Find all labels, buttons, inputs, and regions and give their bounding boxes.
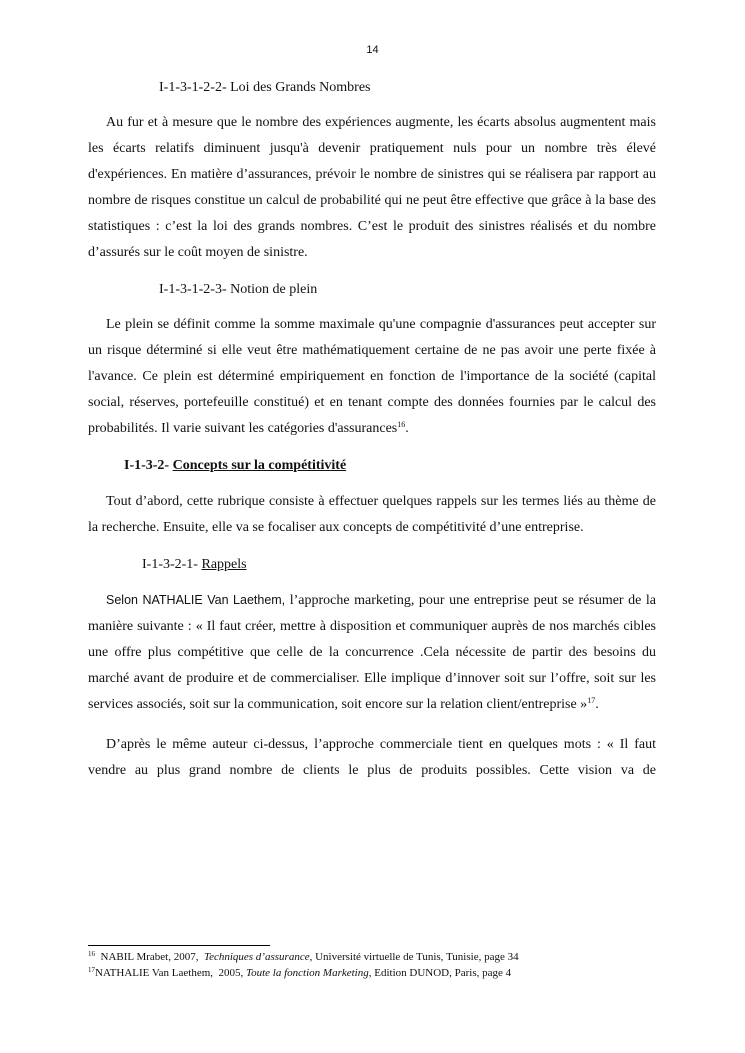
footnote-16 (88, 950, 688, 964)
footnote-text: NABIL Mrabet, 2007, (95, 951, 204, 963)
heading-notion-de-plein: I-1-3-1-2-3- Notion de plein (159, 282, 318, 297)
footnote-ref-16: 16 (397, 420, 406, 429)
paragraph-notion-de-plein (88, 312, 656, 442)
footnote-text: , Edition DUNOD, Paris, page 4 (368, 967, 512, 979)
paragraph-approche-marketing-text: l’approche marketing, pour une entreprise peut se résumer de la manière suivante : « Il faut créer, mettre à disposition et communiquer auprès de nos marchés cibles une offre plus compétitive que celle de la concurrence .Cela nécessite de partir des besoins du marché avant de produire et de commercialiser. Elle implique d’innover soit sur l’offre, soit sur les services associés, soit sur la communication, soit encore sur la relation client/entreprise » (88, 593, 656, 712)
heading-rappels (88, 555, 656, 575)
footnote-mark: 16 (88, 950, 95, 958)
paragraph-notion-de-plein-text: Le plein se définit comme la somme maximale qu'une compagnie d'assurances peut accepter sur un risque déterminé si elle veut être mathématiquement certaine de ne pas avoir une perte fixée à l'avance. Ce plein est déterminé empiriquement en fonction de l'importance de la société (capital social, réserves, portefeuille constitué) et en tenant compte des données fournies par le calcul des probabilités. Il varie suivant les catégories d'assurances (88, 317, 656, 436)
paragraph-end-mark: . (405, 421, 409, 436)
footnote-17 (88, 966, 688, 980)
paragraph-approche-marketing (88, 587, 656, 718)
footnote-ref-17: 17 (587, 696, 596, 705)
page-number: 14 (366, 44, 379, 56)
heading-title: Concepts sur la compétitivité (172, 458, 347, 473)
footnote-title: Toute la fonction Marketing (246, 967, 369, 979)
footnote-text: , Université virtuelle de Tunis, Tunisie, page 34 (309, 951, 519, 963)
paragraph-end-mark: . (595, 697, 599, 712)
footnote-mark: 17 (88, 966, 95, 974)
paragraph-intro-competitivite: Tout d’abord, cette rubrique consiste à effectuer quelques rappels sur les termes liés au thème de la recherche. Ensuite, elle va se focaliser aux concepts de compétitivité d’une entreprise. (88, 494, 656, 535)
paragraph-loi-grands-nombres: Au fur et à mesure que le nombre des expériences augmente, les écarts absolus augmentent mais les écarts relatifs diminuent jusqu'à devenir pratiquement nuls pour un nombre très élevé d'expériences. En matière d’assurances, prévoir le nombre de sinistres qui se réalisera par rapport au nombre de risques constitue un calcul de probabilité qui ne peut être effective que grâce à la base des statistiques : c’est la loi des grands nombres. C’est le produit des sinistres réalisés et du nombre d’assurés sur le coût moyen de sinistre. (88, 115, 656, 260)
heading-loi-grands-nombres: I-1-3-1-2-2- Loi des Grands Nombres (159, 80, 371, 95)
heading-title: Rappels (201, 557, 247, 572)
footnote-title: Techniques d’assurance (203, 951, 310, 963)
paragraph-approche-commerciale: D’après le même auteur ci-dessus, l’approche commerciale tient en quelques mots : « Il faut vendre au plus grand nombre de clients le plus de produits possibles. Cette vision va de (88, 737, 656, 778)
footnote-separator (88, 945, 270, 946)
heading-number: I-1-3-2- (124, 458, 173, 473)
author-name: Selon NATHALIE Van Laethem, (106, 593, 286, 607)
heading-concepts-competitivite (88, 456, 656, 476)
heading-number: I-1-3-2-1- (142, 557, 202, 572)
page-body (88, 78, 656, 784)
footnote-text: NATHALIE Van Laethem, 2005, (95, 967, 247, 979)
